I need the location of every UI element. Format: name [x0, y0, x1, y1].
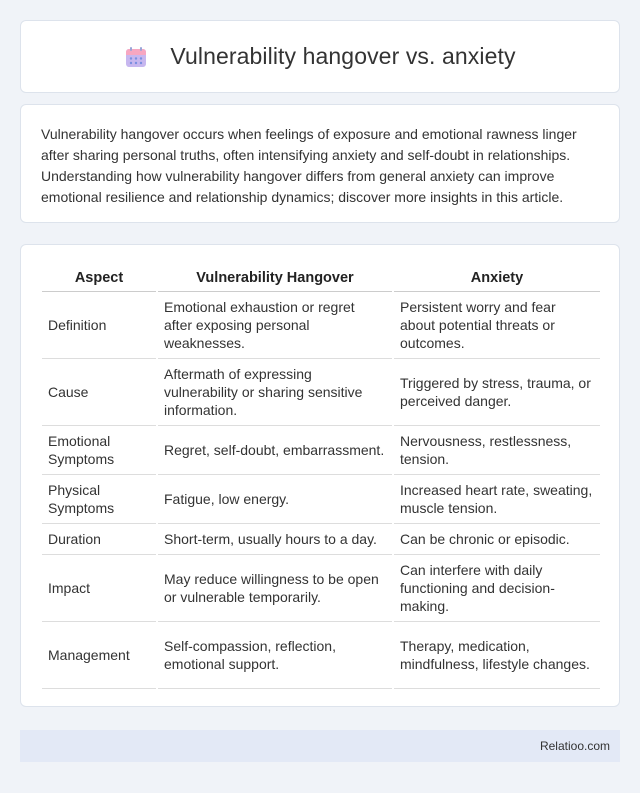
row-aspect: Duration	[42, 524, 156, 555]
table-row	[42, 524, 600, 555]
calendar-icon	[124, 45, 148, 69]
header-vulnerability-hangover: Vulnerability Hangover	[158, 265, 392, 292]
row-anxiety: Persistent worry and fear about potential threats or outcomes.	[394, 292, 600, 359]
header-aspect: Aspect	[42, 265, 156, 292]
row-anxiety: Therapy, medication, mindfulness, lifestyle changes.	[394, 622, 600, 689]
footer	[20, 730, 620, 762]
row-aspect: Emotional Symptoms	[42, 426, 156, 475]
table-row	[42, 359, 600, 426]
row-aspect: Impact	[42, 555, 156, 622]
row-vulnerability-hangover: Fatigue, low energy.	[158, 475, 392, 524]
row-vulnerability-hangover: Emotional exhaustion or regret after exposing personal weaknesses.	[158, 292, 392, 359]
table-row	[42, 292, 600, 359]
header-anxiety: Anxiety	[394, 265, 600, 292]
table-row	[42, 555, 600, 622]
row-vulnerability-hangover: Short-term, usually hours to a day.	[158, 524, 392, 555]
row-aspect: Definition	[42, 292, 156, 359]
intro-card	[20, 104, 620, 223]
footer-brand[interactable]: Relatioo.com	[539, 739, 610, 753]
table-row	[42, 426, 600, 475]
row-anxiety: Triggered by stress, trauma, or perceived danger.	[394, 359, 600, 426]
row-vulnerability-hangover: Regret, self-doubt, embarrassment.	[158, 426, 392, 475]
row-vulnerability-hangover: Aftermath of expressing vulnerability or sharing sensitive information.	[158, 359, 392, 426]
row-anxiety: Increased heart rate, sweating, muscle tension.	[394, 475, 600, 524]
title-card	[20, 20, 620, 93]
comparison-card	[20, 244, 620, 707]
row-aspect: Physical Symptoms	[42, 475, 156, 524]
row-anxiety: Can be chronic or episodic.	[394, 524, 600, 555]
row-aspect: Cause	[42, 359, 156, 426]
row-vulnerability-hangover: May reduce willingness to be open or vulnerable temporarily.	[158, 555, 392, 622]
page-title: Vulnerability hangover vs. anxiety	[170, 43, 516, 69]
table-header-row	[42, 265, 600, 292]
row-anxiety: Nervousness, restlessness, tension.	[394, 426, 600, 475]
comparison-table	[40, 265, 602, 689]
row-aspect: Management	[42, 622, 156, 689]
intro-text: Vulnerability hangover occurs when feelings of exposure and emotional rawness linger after sharing personal truths, often intensifying anxiety and self-doubt in relationships. Understanding how vulnerability hangover differs from general anxiety can improve emotional resilience and relationship dynamics; discover more insights in this article.	[41, 126, 577, 205]
table-row	[42, 475, 600, 524]
table-row	[42, 622, 600, 689]
row-vulnerability-hangover: Self-compassion, reflection, emotional support.	[158, 622, 392, 689]
row-anxiety: Can interfere with daily functioning and decision-making.	[394, 555, 600, 622]
